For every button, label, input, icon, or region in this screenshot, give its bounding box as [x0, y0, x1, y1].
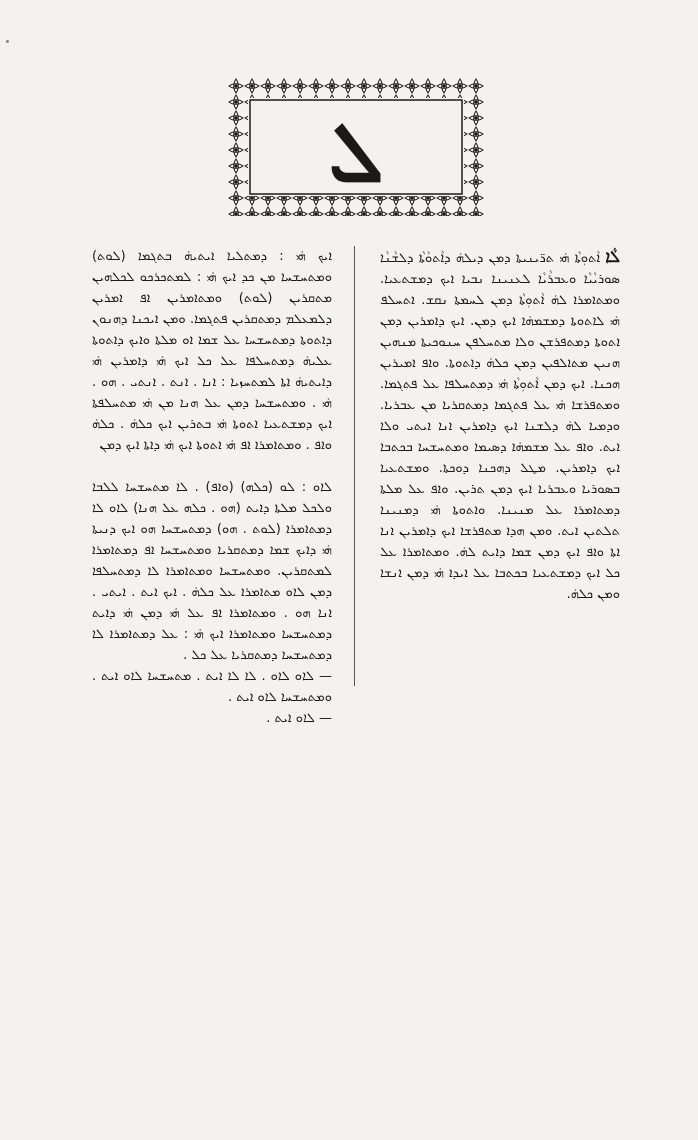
left-column [92, 246, 332, 726]
right-column-text: ܐܵܬܘܼܬܵܐ ܗ̇ܝ ܬܪ̈ܝܢܝܬܐ ܕܡܢ ܕܝܠܗ̇ ܕܐܵܬܘܵܬܵܐ ܕܠܫܵܢܵܐ ܣܘܪܝܵܝܵܐ ܘܥܒܪܵܝܵܐ ܠܥܢܝܢܐ ܢܒܝܐ ܐܝܟ ܕܡܫܬܥܝܐ. ܘܡܬܐܡܪܐ ܠܗ̇ ܐܵܬܘܼܬܵܐ ܕܡܢ ܠܚܡܬܐ ܢܩܫ. ܐܬܚܠܦ ܗ̇ܝ ܠܐܬܘܬܐ ܕܡܫܡܗ̇ܐ ܐܝܟ ܕܡܢ. ܐܝܟ ܕܐܡܪܝܢ ܕܡܢ ܐܬܘܬܐ ܕܡܬܦܪܫܢ ܘܠܐ ܡܬܚܠܦܢ ܚܢܘܟܝܬܐ ܡܢܗܝܢ ܗܢܝܢ ܡܬܐܠܦܝܢ ܕܡܢ ܟܠܗ̇ ܕܐܬܘܬܐ. ܘܐܦ ܐܡܝܪܝܢ ܗܟܢܐ. ܐܝܟ ܕܡܢ ܐܵܬܘܼܬܵܐ ܗ̇ܝ ܕܡܬܚܠܦܐ ܥܠ ܦܬܓܡܐ. ܘܡܬܦܪܫܐ ܗ̇ܝ ܥܠ ܦܬܓܡܐ ܕܡܬܩܪܝܐ ܡܢ ܥܒܪܝܐ. ܘܕܡܝܐ ܠܗ̇ ܕܠܫܢܐ ܐܝܟ ܕܐܡܪܝܢ ܐܢܐ ܐܝܬܝ ܘܠܐ ܐܝܬ. ܘܐܦ ܥܠ ܡܫܡܗ̇ܐ ܕܣܝܡܐ ܘܡܬܚܫܚܐ ܒܟܬܒܐ ܐܝܟ ܕܐܡܪܝܢ. ܡܛܠ ܕܗܟܢܐ ܕܘܟܬܐ. ܘܡܫܬܥܝܐ ܒܣܘܪܝܐ ܘܥܒܪܝܐ ܐܝܟ ܕܡܢ ܬܪܝܢ. ܘܐܦ ܥܠ ܡܠܬܐ ܕܡܬܐܡܪܐ ܥܠ ܡܢܝܢܐ. ܘܐܬܘܬܐ ܗ̇ܝ ܕܡܢܝܢܐ ܬܠܬܝܢ ܐܝܬ. ܘܡܢ ܗܕܐ ܡܬܦܪܫܐ ܐܝܟ ܕܐܡܪܝܢ ܐܢܐ ܐܬܐ ܘܐܦ ܐܝܟ ܕܡܢ ܫܡܐ ܕܐܝܬ ܠܗ̇. ܘܡܬܐܡܪܐ ܥܠ ܟܠ ܐܝܟ ܕܡܫܬܥܝܐ ܒܟܬܒܐ ܥܠ ܐܝܕܐ ܗ̇ܝ ܕܡܢ ܐܢܫܐ ܘܡܢ ܟܠܗ̇. [380, 251, 620, 602]
head-word: ܠܵܐ [605, 247, 620, 266]
margin-mark [6, 40, 9, 43]
floral-frame-icon [228, 78, 484, 216]
chapter-letter: ܠ [328, 103, 384, 201]
left-column-text: ܐܝܟ ܗ̇ܝ : ܕܡܬܠܝܐ ܐܝܬܝܗ̇ ܒܬܓܡܐ (ܠܘܬ) ܘܡܬܚܫܚܐ ܡܢ ܟܕ ܐܝܟ ܗ̇ܝ : ܠܡܬܟܪܟܘ ܠܟܠܗܝܢ ܡܬܩܪܝܢ (ܠܘܬ) ܘܡܬܐܡܪܝܢ ܐܦ ܐܡܪܝܢ ܕܠܡܥܠܡ ܕܡܬܩܪܝܢ ܦܬܓܡܐ. ܘܡܢ ܐܝܟܢܐ ܕܗܢܘܢ ܕܐܬܘܬܐ ܕܡܬܚܫܚܐ ܥܠ ܫܡܐ ܐܘ ܡܠܬܐ ܘܐܝܟ ܕܐܬܘܬܐ ܥܠܝܗ̇ ܕܡܬܚܠܦܐ ܥܠ ܟܠ ܐܝܟ ܗ̇ܝ ܕܐܡܪܝܢ ܗ̇ܝ ܕܐܝܬܝܗ̇ ܐܬܐ ܠܡܬܚܙܝܐ : ܐܢܐ . ܐܢܬ . ܐܢܬܝ . ܗܘ . ܗ̇ܝ . ܘܡܬܚܫܚܐ ܕܡܢ ܥܠ ܗܢܐ ܡܢ ܗ̇ܝ ܡܬܚܠܦܬܐ ܐܝܟ ܕܡܫܬܥܝܐ ܐܬܘܬܐ ܗ̇ܝ ܒܬܪܝܢ ܐܝܟ ܟܠܗ̇ . ܟܠܗ̇ ܘܐܦ . ܘܡܬܐܡܪܐ ܐܦ ܗ̇ܝ ܐܬܘܬܐ ܐܝܟ ܗ̇ܝ ܕܐܬܐ ܐܝܟ ܕܡܢ ܠܐܘ : ܠܘ (ܟܠܗ) (ܘܐܦ) . ܠܐ ܡܬܚܫܚܐ ܠܠܒܐ ܘܠܟܠ ܡܠܬܐ ܕܐܝܬ (ܗܘ . ܟܠܗ ܥܠ ܗܢܐ) ܠܐܘ ܠܐ ܕܡܬܐܡܪܐ (ܠܘܬ . ܗܘ) ܕܡܬܚܫܚܐ ܗܘ ܐܝܟ ܕܢܝܬܐ ܗ̇ܝ ܕܐܝܟ ܫܡܐ ܕܡܬܩܪܝܐ ܘܡܬܚܫܚܐ ܐܦ ܕܡܬܐܡܪܐ ܠܡܬܩܪܝܢ. ܘܡܬܚܫܚܐ ܘܡܬܐܡܪܐ ܠܐ ܕܡܬܚܠܦܐ ܕܡܢ ܠܐܘ ܡܬܐܡܪܐ ܥܠ ܟܠܗ̇ . ܐܝܟ ܐܝܬ . ܐܝܬܝ . ܐܢܐ ܗܘ . ܘܡܬܐܡܪܐ ܐܦ ܥܠ ܗ̇ܝ ܕܡܢ ܗ̇ܝ ܕܐܝܬ ܕܡܬܚܫܚܐ ܘܡܬܐܡܪܐ ܐܝܟ ܗ̇ܝ : ܥܠ ܕܡܬܐܡܪܐ ܠܐ ܕܡܬܚܫܚܐ ܕܡܬܩܪܝܐ ܥܠ ܟܠ . — ܠܐܘ ܠܐܘ . ܠܐ ܠܐ ܐܝܬ . ܡܬܚܫܚܐ ܠܐܘ ܐܝܬ . ܘܡܬܚܫܚܐ ܠܐܘ ܐܝܬ . — ܠܐܘ ܐܝܬ . [92, 249, 332, 726]
text-columns [92, 246, 620, 726]
right-column [380, 246, 620, 682]
column-divider [354, 246, 355, 686]
